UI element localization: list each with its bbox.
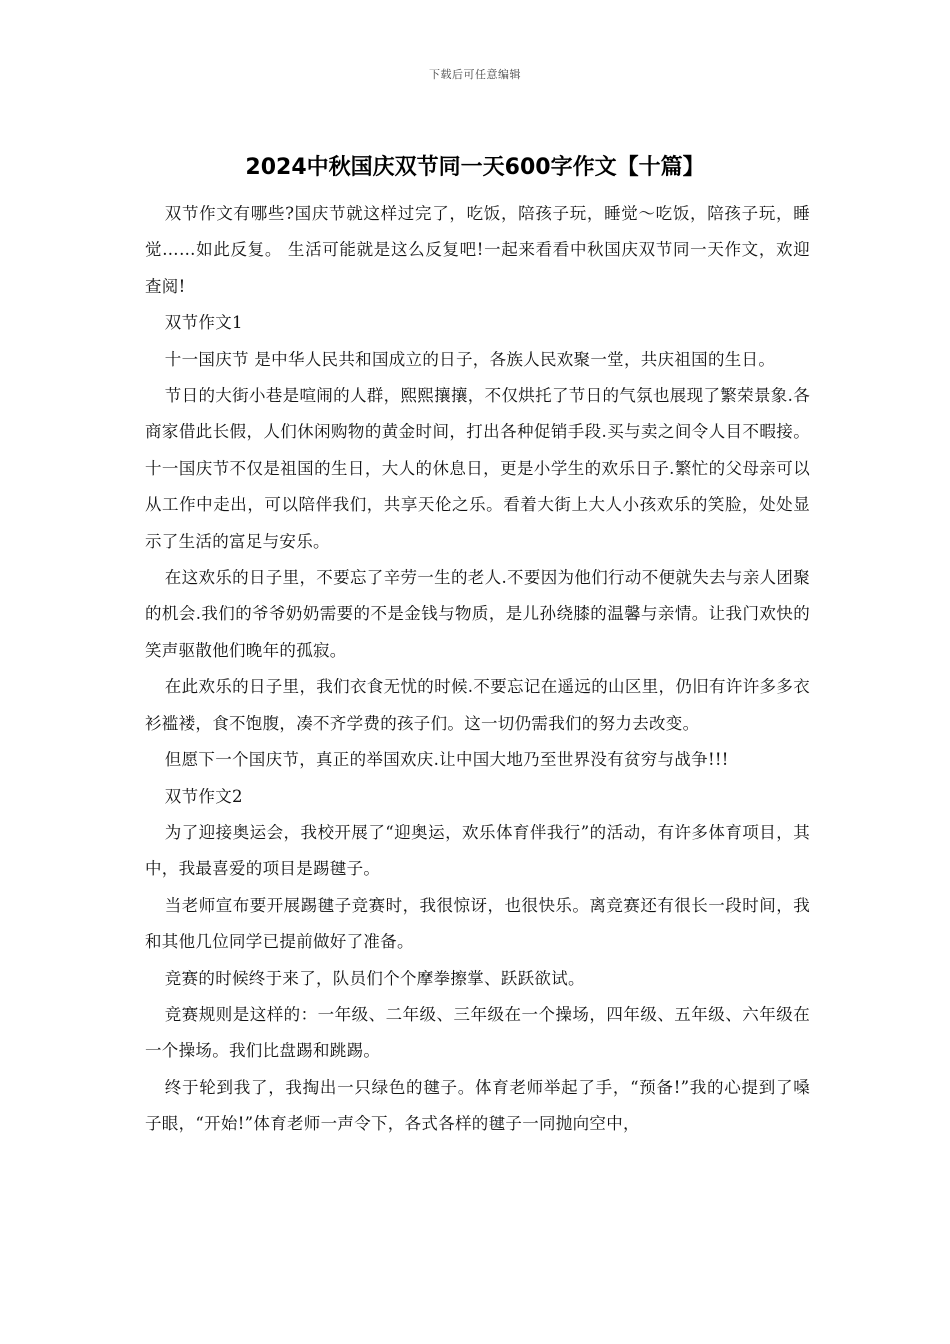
section-heading-1: 双节作文1 xyxy=(164,313,243,333)
body-paragraph: 当老师宣布要开展踢毽子竞赛时，我很惊讶，也很快乐。离竞赛还有很长一段时间，我和其他几位同学已提前做好了准备。 xyxy=(145,895,810,952)
body-paragraph: 在此欢乐的日子里，我们衣食无忧的时候.不要忘记在遥远的山区里，仍旧有许许多多衣衫褴褛，食不饱腹，凑不齐学费的孩子们。这一切仍需我们的努力去改变。 xyxy=(145,677,810,733)
body-paragraph: 但愿下一个国庆节，真正的举国欢庆.让中国大地乃至世界没有贫穷与战争!!! xyxy=(164,750,729,770)
document-title: 2024中秋国庆双节同一天600字作文【十篇】 xyxy=(245,155,705,180)
page-header-note: 下载后可任意编辑 xyxy=(429,68,521,81)
body-paragraph: 竞赛规则是这样的：一年级、二年级、三年级在一个操场，四年级、五年级、六年级在一个操场。我们比盘踢和跳踢。 xyxy=(145,1004,810,1061)
body-paragraph: 在这欢乐的日子里，不要忘了辛劳一生的老人.不要因为他们行动不便就失去与亲人团聚的机会.我们的爷爷奶奶需要的不是金钱与物质，是儿孙绕膝的温馨与亲情。让我门欢快的笑声驱散他们晚年的孤寂。 xyxy=(145,568,810,660)
intro-paragraph: 双节作文有哪些?国庆节就这样过完了，吃饭，陪孩子玩，睡觉～吃饭，陪孩子玩，睡觉……如此反复。 生活可能就是这么反复吧!一起来看看中秋国庆双节同一天作文，欢迎查阅! xyxy=(145,204,810,296)
document-body xyxy=(145,196,810,1143)
body-paragraph: 竞赛的时候终于来了，队员们个个摩拳擦掌、跃跃欲试。 xyxy=(164,968,585,988)
section-heading-2: 双节作文2 xyxy=(164,786,243,806)
body-paragraph: 节日的大街小巷是喧闹的人群，熙熙攘攘，不仅烘托了节日的气氛也展现了繁荣景象.各商家借此长假，人们休闲购物的黄金时间，打出各种促销手段.买与卖之间令人目不暇接。十一国庆节不仅是祖国的生日，大人的休息日，更是小学生的欢乐日子.繁忙的父母亲可以从工作中走出，可以陪伴我们，共享天伦之乐。看着大街上大人小孩欢乐的笑脸，处处显示了生活的富足与安乐。 xyxy=(145,386,810,551)
body-paragraph: 十一国庆节 是中华人民共和国成立的日子，各族人民欢聚一堂，共庆祖国的生日。 xyxy=(164,349,776,369)
body-paragraph: 为了迎接奥运会，我校开展了“迎奥运，欢乐体育伴我行”的活动，有许多体育项目，其中，我最喜爱的项目是踢毽子。 xyxy=(145,822,810,879)
body-paragraph: 终于轮到我了，我掏出一只绿色的毽子。体育老师举起了手，“预备!”我的心提到了嗓子眼，“开始!”体育老师一声令下，各式各样的毽子一同抛向空中， xyxy=(145,1077,810,1134)
